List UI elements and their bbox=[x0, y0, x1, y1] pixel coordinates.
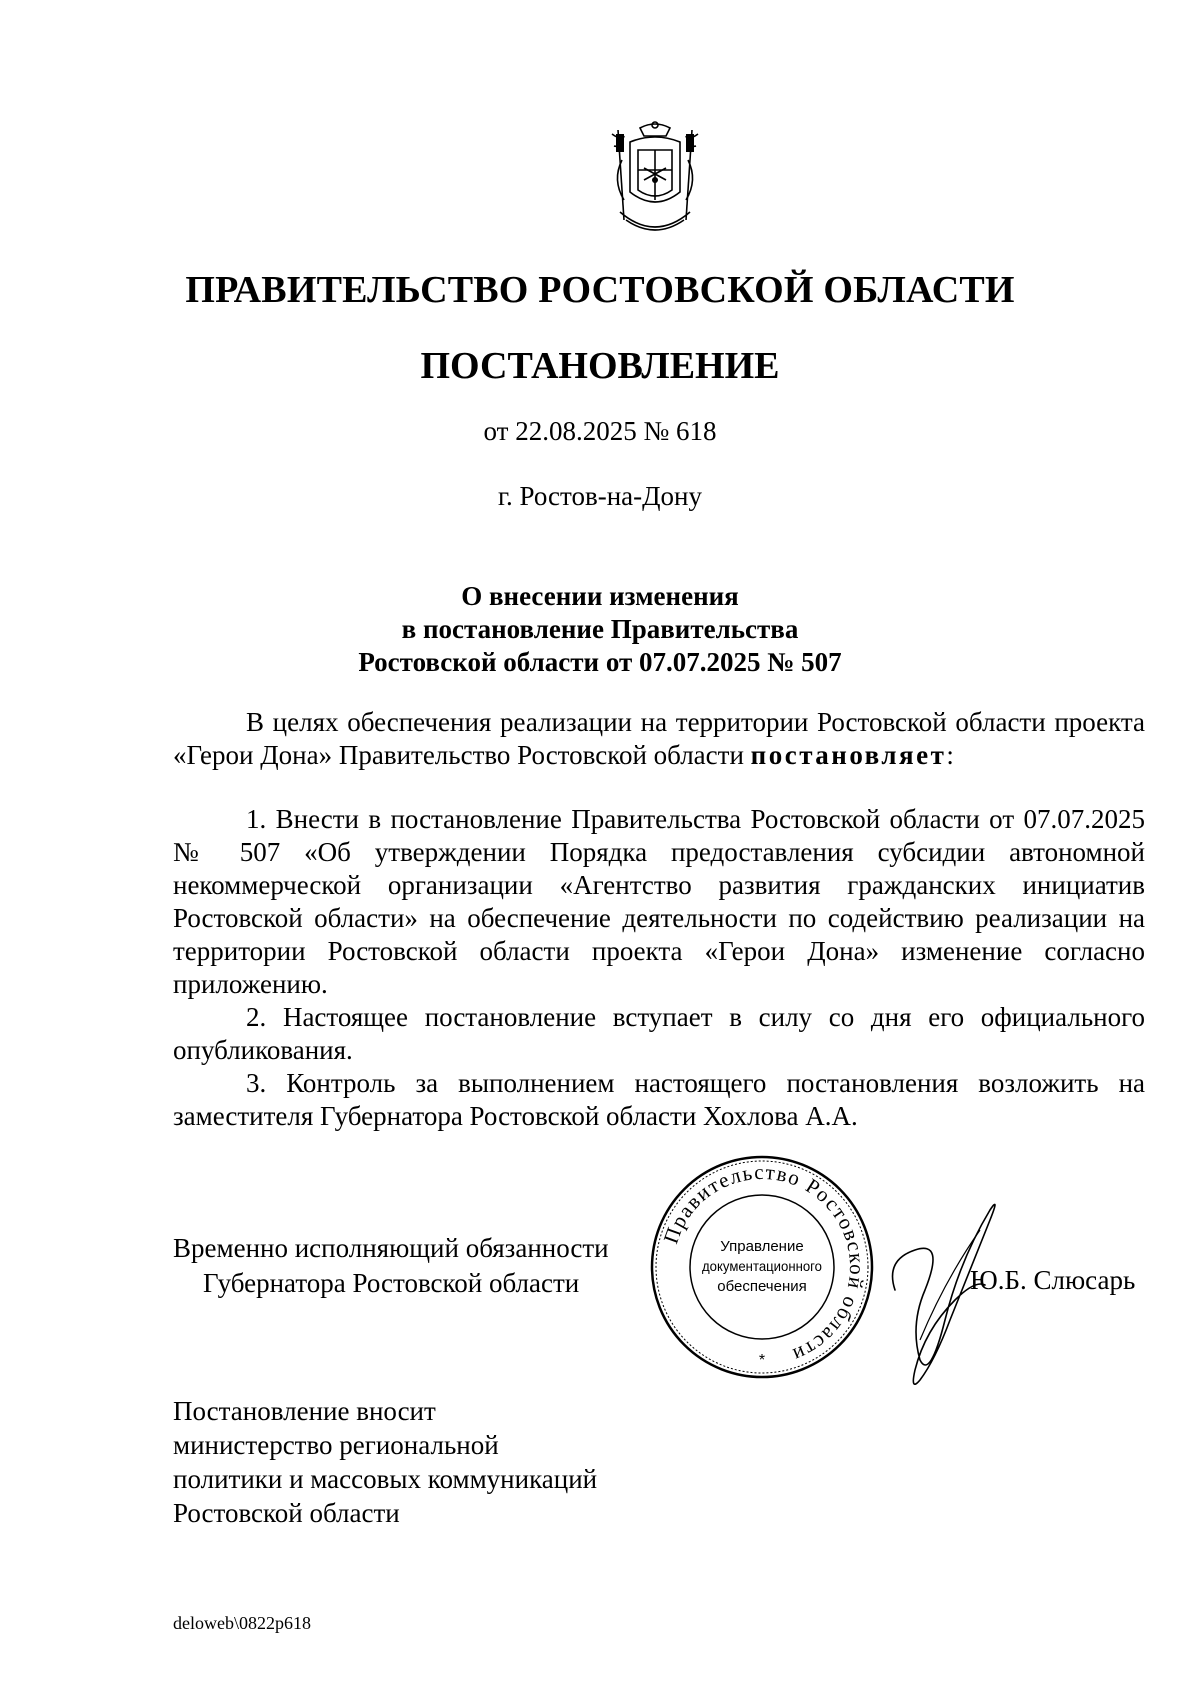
preamble-end: : bbox=[946, 740, 954, 770]
signatory-position bbox=[173, 1231, 609, 1301]
date-and-number: от 22.08.2025 № 618 bbox=[483, 416, 717, 446]
resolution-item: 2. Настоящее постановление вступает в силу со дня его официального опубликования. bbox=[173, 1002, 1145, 1065]
preamble-paragraph bbox=[173, 706, 1145, 772]
organization-title: ПРАВИТЕЛЬСТВО РОСТОВСКОЙ ОБЛАСТИ bbox=[185, 269, 1015, 311]
submitter-line: политики и массовых коммуникаций bbox=[173, 1464, 598, 1494]
position-line: Губернатора Ростовской области bbox=[203, 1268, 580, 1298]
resolution-item: 1. Внести в постановление Правительства Ростовской области от 07.07.2025 № 507 «Об утверждении Порядка предоставления субсидии автономной некоммерческой организации «Агентство развития гражданских инициатив Ростовской области» на обеспечение деятельности по содействию реализации на территории Ростовской области проекта «Герои Дона» изменение согласно приложению. bbox=[173, 804, 1145, 999]
subject-line: О внесении изменения bbox=[461, 581, 739, 611]
seal-star: * bbox=[758, 1352, 766, 1369]
preamble-text: В целях обеспечения реализации на территории Ростовской области проекта «Герои Дона» Правительство Ростовской области bbox=[173, 707, 1145, 770]
preamble bbox=[173, 706, 1145, 772]
seal-center-line: Управление bbox=[720, 1238, 804, 1255]
seal-ring-text: Правительство Ростовской области bbox=[658, 1159, 870, 1369]
seal-center-line: документационного bbox=[702, 1258, 823, 1274]
resolution-item: 3. Контроль за выполнением настоящего постановления возложить на заместителя Губернатора Ростовской области Хохлова А.А. bbox=[173, 1068, 1145, 1131]
submitter-block bbox=[173, 1394, 597, 1530]
submitter-line: Постановление вносит bbox=[173, 1396, 436, 1426]
coat-of-arms-icon bbox=[600, 120, 710, 240]
resolution-items bbox=[173, 803, 1145, 1133]
subject-line: Ростовской области от 07.07.2025 № 507 bbox=[358, 647, 842, 677]
signatory-name: Ю.Б. Слюсарь bbox=[970, 1265, 1136, 1295]
official-seal bbox=[648, 1153, 876, 1381]
subject-line: в постановление Правительства bbox=[401, 614, 799, 644]
document-type: ПОСТАНОВЛЕНИЕ bbox=[420, 345, 780, 387]
city: г. Ростов-на-Дону bbox=[497, 481, 702, 511]
submitter-line: Ростовской области bbox=[173, 1498, 400, 1528]
submitter-line: министерство региональной bbox=[173, 1430, 499, 1460]
position-line: Временно исполняющий обязанности bbox=[173, 1233, 609, 1263]
footer-code: deloweb\0822p618 bbox=[173, 1613, 311, 1633]
document-subject bbox=[0, 580, 1200, 679]
seal-center-line: обеспечения bbox=[717, 1278, 807, 1295]
preamble-keyword: постановляет bbox=[750, 740, 947, 770]
